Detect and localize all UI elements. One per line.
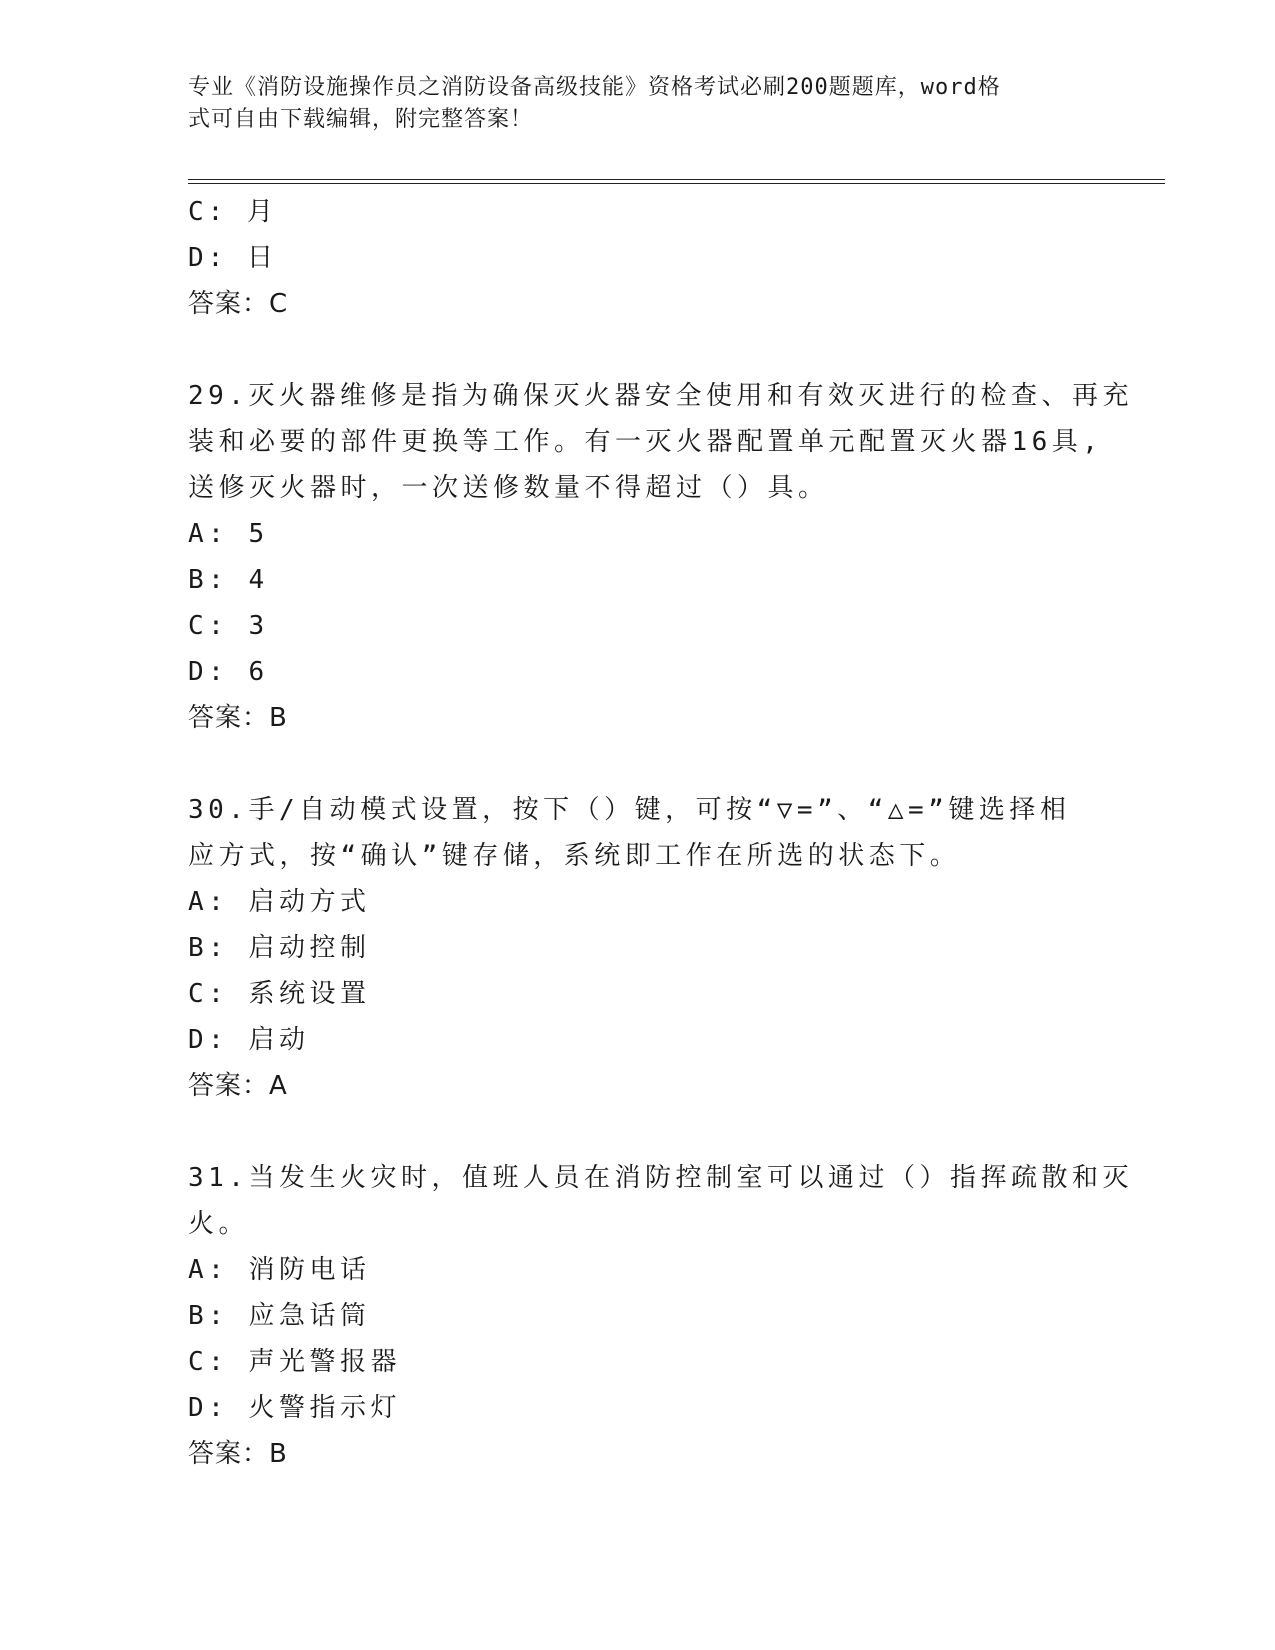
question-31: [188, 1155, 1133, 1477]
question-text-line: 29.灭火器维修是指为确保灭火器安全使用和有效灭进行的检查、再充: [188, 381, 1133, 411]
question-list: [188, 189, 1133, 1477]
option-d: D: 启动: [188, 1025, 310, 1055]
answer-label: 答案：A: [188, 1071, 288, 1101]
question-text-line: 火。: [188, 1209, 250, 1239]
header-line-2: 式可自由下载编辑，附完整答案！: [188, 107, 534, 132]
question-text-line: 应方式，按“确认”键存储，系统即工作在所选的状态下。: [188, 841, 961, 871]
previous-question-tail: [188, 189, 1088, 327]
option-c: C: 月: [188, 197, 277, 227]
header-divider-top: [188, 179, 1165, 180]
question-text-line: 送修灭火器时，一次送修数量不得超过（）具。: [188, 473, 829, 503]
spacer: [188, 1109, 1088, 1155]
option-b: B: 应急话筒: [188, 1301, 371, 1331]
header-line-1: 专业《消防设施操作员之消防设备高级技能》资格考试必刷200题题库，word格: [188, 75, 1001, 100]
answer-label: 答案：B: [188, 703, 288, 733]
option-c: C: 3: [188, 611, 269, 641]
question-30: [188, 787, 1088, 1109]
question-text-line: 31.当发生火灾时，值班人员在消防控制室可以通过（）指挥疏散和灭: [188, 1163, 1133, 1193]
option-a: A: 5: [188, 519, 269, 549]
option-a: A: 消防电话: [188, 1255, 371, 1285]
header-divider-bottom: [188, 183, 1165, 184]
option-c: C: 声光警报器: [188, 1347, 401, 1377]
option-b: B: 启动控制: [188, 933, 371, 963]
spacer: [188, 741, 1088, 787]
question-text-line: 装和必要的部件更换等工作。有一灭火器配置单元配置灭火器16具,: [188, 427, 1103, 457]
option-b: B: 4: [188, 565, 269, 595]
spacer: [188, 327, 1088, 373]
document-header: [188, 72, 1068, 136]
answer-label: 答案：C: [188, 289, 289, 319]
answer-label: 答案：B: [188, 1439, 288, 1469]
option-d: D: 日: [188, 243, 277, 273]
question-29: [188, 373, 1133, 741]
option-d: D: 6: [188, 657, 269, 687]
option-d: D: 火警指示灯: [188, 1393, 401, 1423]
question-text-line: 30.手/自动模式设置，按下（）键，可按“▽=”、“△=”键选择相: [188, 795, 1071, 825]
option-a: A: 启动方式: [188, 887, 371, 917]
option-c: C: 系统设置: [188, 979, 371, 1009]
